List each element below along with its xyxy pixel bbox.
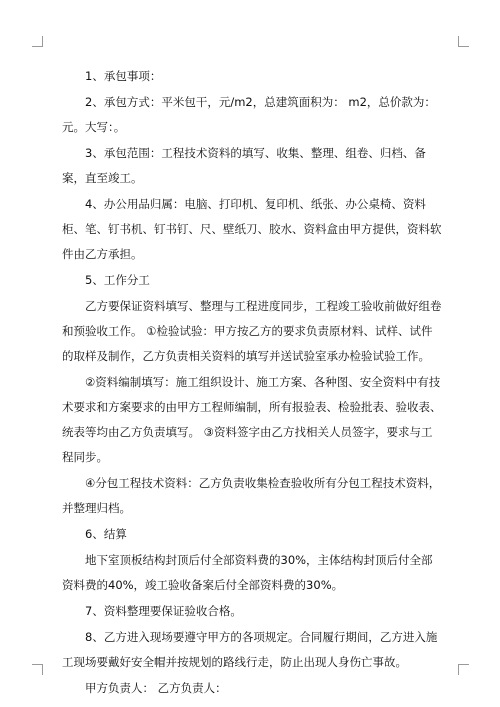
clause-7-acceptance: 7、资料整理要保证验收合格。	[85, 604, 242, 618]
clause-5-inspection-testing: 乙方要保证资料填写、整理与工程进度同步，工程竣工验收前做好组卷和预验收工作。 ①检验试验：甲方按乙方的要求负责原材料、试样、试件的取样及制作，乙方负责相关资料的填写并送试验室承办检验试验工作。	[62, 299, 442, 363]
document-body	[62, 64, 442, 701]
clause-5-document-compilation: ②资料编制填写：施工组织设计、施工方案、各种图、安全资料中有技术要求和方案要求的由甲方工程师编制，所有报验表、检验批表、验收表、统表等均由乙方负责填写。 ③资料签字由乙方找相关人员签字，要求与工程同步。	[62, 375, 442, 464]
clause-1-heading: 1、承包事项：	[85, 69, 162, 83]
clause-6-heading: 6、结算	[85, 527, 127, 541]
clause-2-contract-method: 2、承包方式：平米包干，元/m2，总建筑面积为： m2，总价款为： 元。大写：。	[62, 95, 436, 134]
crop-mark-top-left	[32, 36, 43, 47]
clause-3-contract-scope: 3、承包范围：工程技术资料的填写、收集、整理、组卷、归档、备案，直至竣工。	[62, 146, 426, 185]
clause-5-heading: 5、工作分工	[85, 273, 150, 287]
clause-8-site-rules: 8、乙方进入现场要遵守甲方的各项规定。合同履行期间，乙方进入施工现场要戴好安全帽并按规划的路线行走，防止出现人身伤亡事故。	[62, 630, 438, 669]
clause-4-office-supplies: 4、办公用品归属：电脑、打印机、复印机、纸张、办公桌椅、资料柜、笔、钉书机、钉书钉、尺、壁纸刀、胶水、资料盒由甲方提供，资料软件由乙方承担。	[62, 197, 442, 261]
signatories-line: 甲方负责人： 乙方负责人：	[85, 681, 227, 695]
clause-5-subcontract-docs: ④分包工程技术资料：乙方负责收集检查验收所有分包工程技术资料，并整理归档。	[62, 476, 441, 515]
clause-6-settlement: 地下室顶板结构封顶后付全部资料费的30%，主体结构封顶后付全部资料费的40%，竣工验收备案后付全部资料费的30%。	[62, 553, 433, 592]
crop-mark-bottom-right	[458, 664, 469, 675]
crop-mark-bottom-left	[32, 664, 43, 675]
crop-mark-top-right	[458, 36, 469, 47]
